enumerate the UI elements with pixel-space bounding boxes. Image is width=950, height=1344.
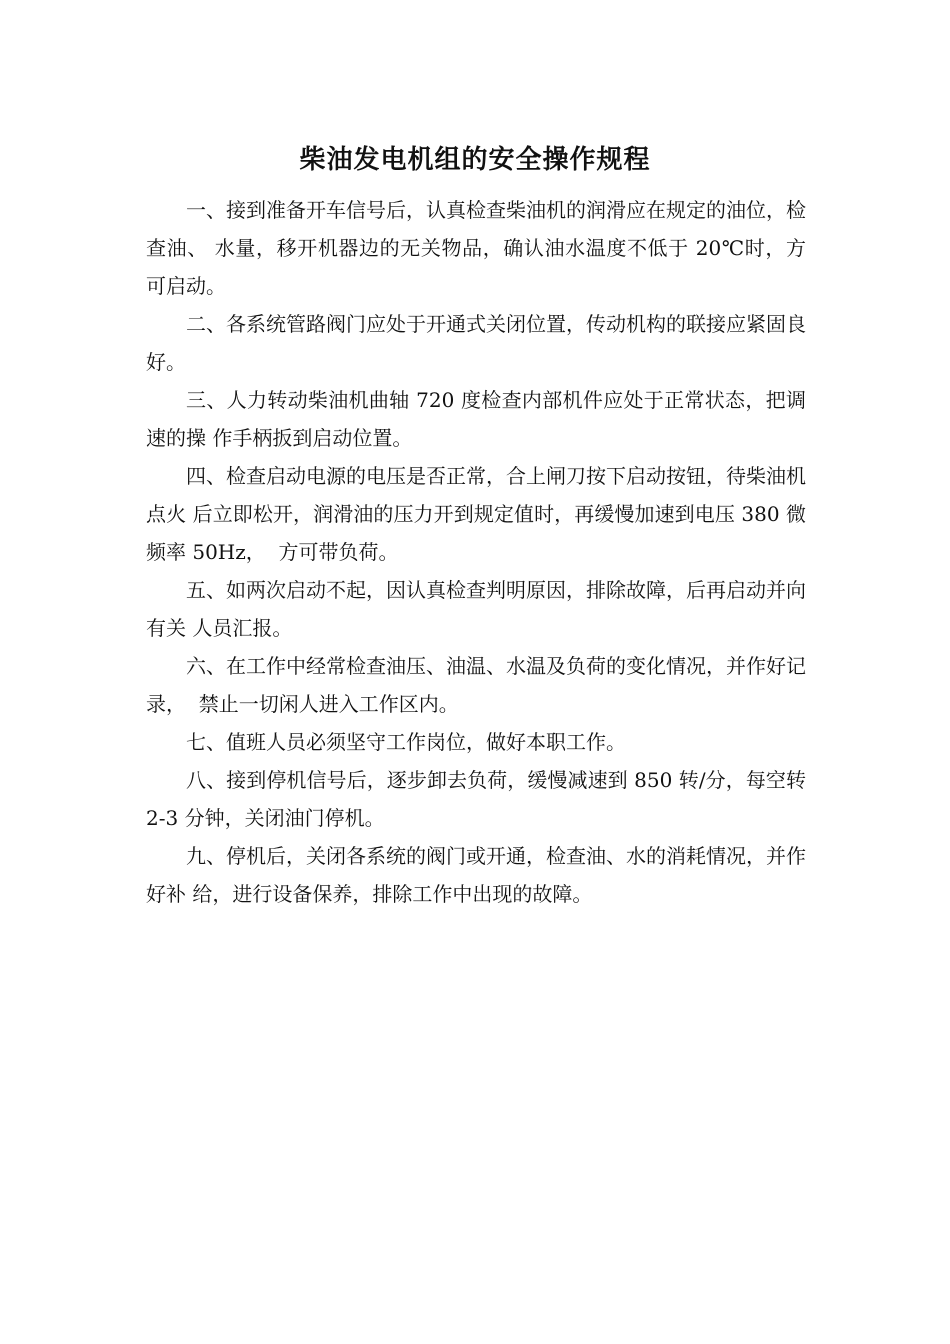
paragraph-4: 四、检查启动电源的电压是否正常，合上闸刀按下启动按钮，待柴油机点火 后立即松开，润滑油的压力开到规定值时，再缓慢加速到电压 380 微频率 50Hz， 方可带负荷。 xyxy=(146,464,806,564)
paragraph-3: 三、人力转动柴油机曲轴 720 度检查内部机件应处于正常状态，把调速的操 作手柄扳到启动位置。 xyxy=(146,388,806,450)
paragraph-1: 一、接到准备开车信号后，认真检查柴油机的润滑应在规定的油位，检查油、 水量，移开机器边的无关物品，确认油水温度不低于 20℃时，方可启动。 xyxy=(146,198,806,298)
document-body xyxy=(146,191,813,913)
paragraph-6: 六、在工作中经常检查油压、油温、水温及负荷的变化情况，并作好记录， 禁止一切闲人进入工作区内。 xyxy=(146,654,806,716)
paragraph-9: 九、停机后，关闭各系统的阀门或开通，检查油、水的消耗情况，并作好补 给，进行设备保养，排除工作中出现的故障。 xyxy=(146,844,806,906)
document-title: 柴油发电机组的安全操作规程 xyxy=(299,145,651,175)
paragraph-7: 七、值班人员必须坚守工作岗位，做好本职工作。 xyxy=(186,730,626,754)
paragraph-8: 八、接到停机信号后，逐步卸去负荷，缓慢减速到 850 转/分，每空转 2-3 分钟，关闭油门停机。 xyxy=(146,768,813,830)
paragraph-2: 二、各系统管路阀门应处于开通式关闭位置，传动机构的联接应紧固良好。 xyxy=(146,312,806,374)
paragraph-5: 五、如两次启动不起，因认真检查判明原因，排除故障，后再启动并向有关 人员汇报。 xyxy=(146,578,806,640)
